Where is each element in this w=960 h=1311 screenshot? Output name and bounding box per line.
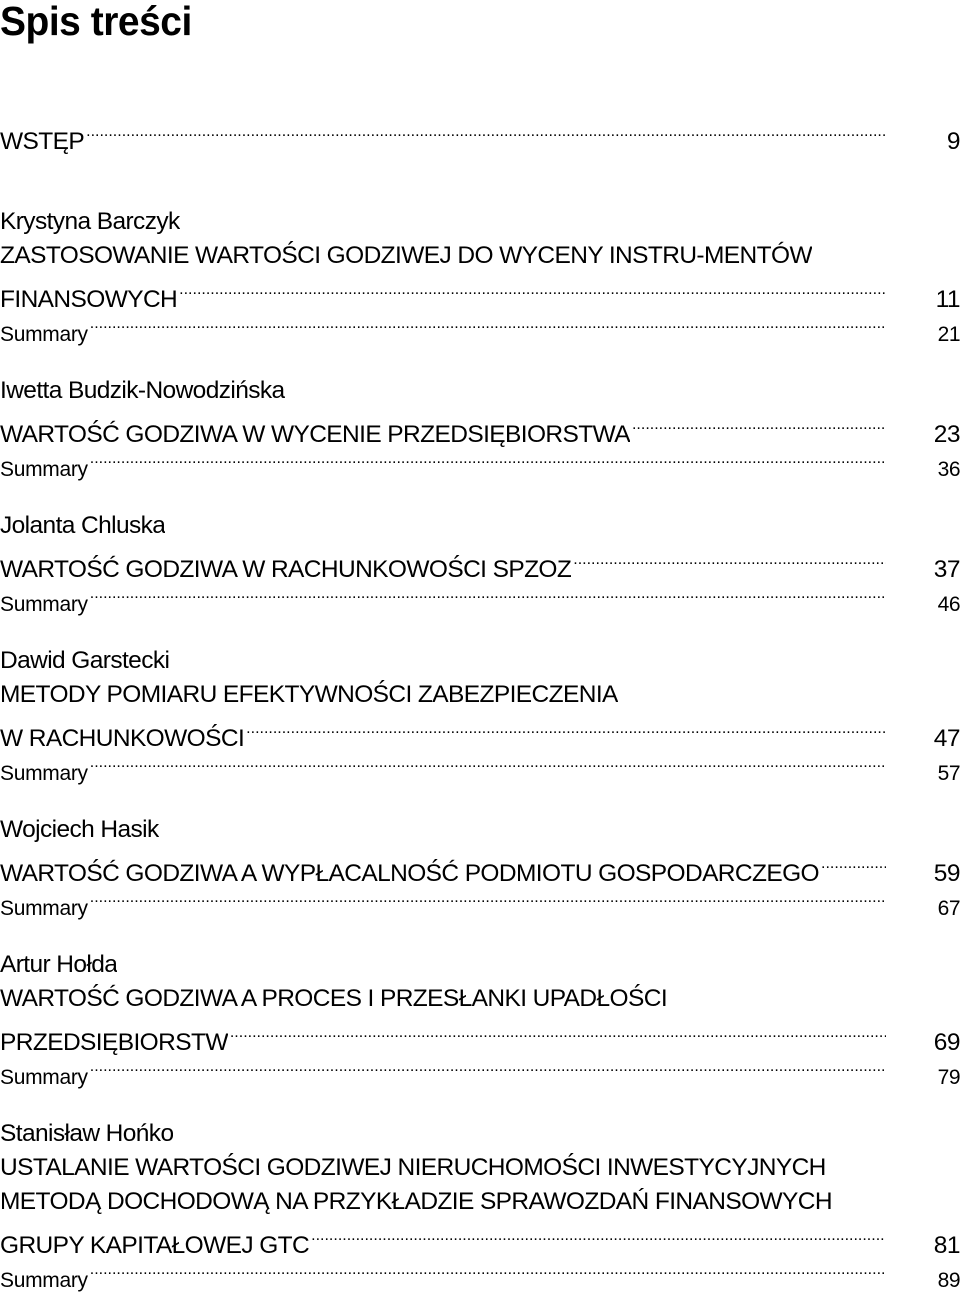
dot-leader — [821, 847, 886, 881]
dot-leader — [632, 408, 886, 442]
toc-page-number: 89 — [937, 1269, 960, 1292]
author-name: Iwetta Budzik-Nowodzińska — [0, 377, 285, 404]
dot-leader — [90, 746, 886, 780]
dot-leader — [230, 1016, 886, 1050]
toc-page-number: 67 — [937, 897, 960, 920]
toc-entry-title: Summary — [0, 897, 88, 920]
table-of-contents — [0, 115, 960, 1292]
dot-leader — [90, 442, 886, 476]
dot-leader — [86, 115, 886, 149]
page-title: Spis treści — [0, 0, 192, 44]
toc-entry-summary[interactable] — [0, 577, 960, 616]
dot-leader — [90, 881, 886, 915]
toc-entry-title: WARTOŚĆ GODZIWA A WYPŁACALNOŚĆ PODMIOTU GOSPODARCZEGO — [0, 860, 820, 887]
toc-page-number: 37 — [933, 556, 960, 583]
toc-entry-title: GRUPY KAPITAŁOWEJ GTC — [0, 1232, 310, 1259]
toc-page-number: 23 — [933, 421, 960, 448]
dot-leader — [246, 712, 886, 746]
toc-entry-article[interactable] — [0, 1219, 960, 1259]
title-line-text: WARTOŚĆ GODZIWA A PROCES I PRZESŁANKI UPADŁOŚCI — [0, 985, 668, 1012]
toc-entry-title: Summary — [0, 762, 88, 785]
section-gap — [0, 149, 960, 205]
toc-entry-title: WSTĘP — [0, 128, 85, 155]
toc-section — [0, 644, 960, 785]
toc-page-number: 79 — [937, 1066, 960, 1089]
toc-section — [0, 374, 960, 481]
toc-author — [0, 813, 960, 847]
toc-page-number: 59 — [933, 860, 960, 887]
toc-entry-article[interactable] — [0, 408, 960, 448]
author-name: Dawid Garstecki — [0, 647, 170, 674]
title-line-text: METODĄ DOCHODOWĄ NA PRZYKŁADZIE SPRAWOZDAŃ FINANSOWYCH — [0, 1188, 832, 1215]
toc-page-number: 21 — [937, 323, 960, 346]
toc-page-number: 81 — [933, 1232, 960, 1259]
toc-section — [0, 205, 960, 346]
toc-entry-article[interactable] — [0, 543, 960, 583]
toc-entry-title: W RACHUNKOWOŚCI — [0, 725, 245, 752]
section-gap — [0, 341, 960, 374]
toc-entry-title: Summary — [0, 1269, 88, 1292]
toc-entry-summary[interactable] — [0, 307, 960, 346]
toc-entry-summary[interactable] — [0, 442, 960, 481]
author-name: Artur Hołda — [0, 951, 118, 978]
title-line-text: METODY POMIARU EFEKTYWNOŚCI ZABEZPIECZENIA — [0, 681, 618, 708]
toc-title-line[interactable] — [0, 678, 960, 712]
toc-entry-title: PRZEDSIĘBIORSTW — [0, 1029, 228, 1056]
toc-title-line[interactable] — [0, 982, 960, 1016]
toc-entry-article[interactable] — [0, 273, 960, 313]
title-line-text: ZASTOSOWANIE WARTOŚCI GODZIWEJ DO WYCENY INSTRU-MENTÓW — [0, 242, 812, 269]
author-name: Jolanta Chluska — [0, 512, 166, 539]
author-name: Wojciech Hasik — [0, 816, 159, 843]
toc-page-number: 46 — [937, 593, 960, 616]
title-line-text: USTALANIE WARTOŚCI GODZIWEJ NIERUCHOMOŚCI INWESTYCYJNYCH — [0, 1154, 826, 1181]
toc-author — [0, 644, 960, 678]
toc-title-line[interactable] — [0, 1151, 960, 1185]
toc-entry-title: WARTOŚĆ GODZIWA W WYCENIE PRZEDSIĘBIORSTWA — [0, 421, 630, 448]
dot-leader — [90, 1050, 886, 1084]
toc-author — [0, 205, 960, 239]
toc-author — [0, 374, 960, 408]
toc-section — [0, 509, 960, 616]
toc-page-number: 57 — [937, 762, 960, 785]
section-gap — [0, 476, 960, 509]
section-gap — [0, 780, 960, 813]
toc-author — [0, 948, 960, 982]
toc-entry-title: Summary — [0, 593, 88, 616]
toc-entry-title: Summary — [0, 1066, 88, 1089]
section-gap — [0, 915, 960, 948]
dot-leader — [90, 577, 886, 611]
author-name: Krystyna Barczyk — [0, 208, 180, 235]
toc-section — [0, 1117, 960, 1292]
toc-page-number: 11 — [935, 286, 960, 313]
toc-entry-title: WARTOŚĆ GODZIWA W RACHUNKOWOŚCI SPZOZ — [0, 556, 572, 583]
toc-author — [0, 1117, 960, 1151]
toc-entry-summary[interactable] — [0, 1253, 960, 1292]
toc-entry-article[interactable] — [0, 847, 960, 887]
toc-title-line[interactable] — [0, 1185, 960, 1219]
toc-entry-intro[interactable] — [0, 115, 960, 155]
toc-entry-summary[interactable] — [0, 746, 960, 785]
toc-page-number: 69 — [933, 1029, 960, 1056]
toc-author — [0, 509, 960, 543]
dot-leader — [90, 1253, 886, 1287]
dot-leader — [573, 543, 886, 577]
author-name: Stanisław Hońko — [0, 1120, 174, 1147]
toc-page-number: 47 — [933, 725, 960, 752]
toc-entry-summary[interactable] — [0, 881, 960, 920]
section-gap — [0, 1084, 960, 1117]
section-gap — [0, 611, 960, 644]
toc-entry-article[interactable] — [0, 1016, 960, 1056]
toc-entry-title: Summary — [0, 458, 88, 481]
toc-section — [0, 948, 960, 1089]
toc-entry-article[interactable] — [0, 712, 960, 752]
toc-entry-title: Summary — [0, 323, 88, 346]
toc-title-line[interactable] — [0, 239, 960, 273]
toc-page-number: 36 — [937, 458, 960, 481]
dot-leader — [311, 1219, 886, 1253]
dot-leader — [90, 307, 886, 341]
toc-entry-summary[interactable] — [0, 1050, 960, 1089]
toc-section — [0, 813, 960, 920]
toc-page-number: 9 — [946, 128, 960, 155]
toc-entry-title: FINANSOWYCH — [0, 286, 178, 313]
dot-leader — [179, 273, 886, 307]
